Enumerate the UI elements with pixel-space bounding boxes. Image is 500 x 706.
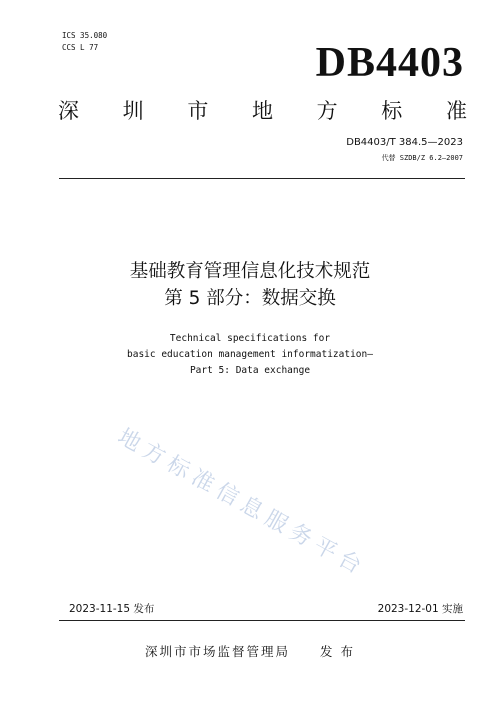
title-en-line1: Technical specifications for [169,333,331,344]
org-char: 市 [187,99,209,123]
title-en-line2: basic education management informatization— [127,349,373,360]
org-char: 方 [316,99,338,123]
bottom-divider [59,620,465,621]
ccs-code: CCS L 77 [62,43,99,52]
issuing-org-banner [58,99,467,123]
org-char: 圳 [122,99,144,123]
issue-date: 2023-11-15 发布 [69,603,155,615]
standard-number: DB4403/T 384.5—2023 [346,137,463,148]
org-char: 准 [445,99,467,123]
title-cn-line2: 第 5 部分：数据交换 [164,288,336,309]
org-char: 深 [58,99,79,123]
standard-logo: DB4403 [315,40,464,86]
top-divider [59,178,465,179]
issuer-name: 深圳市市场监督管理局 [145,644,291,659]
watermark-text: 地方标准信息服务平台 [113,424,371,582]
replaces-note: 代替 SZDB/Z 6.2—2007 [381,154,463,162]
issuer-line [0,642,500,660]
title-en-line3: Part 5: Data exchange [189,365,311,376]
publish-label: 发 布 [320,644,355,659]
classification-codes [62,30,107,54]
org-char: 标 [381,99,403,123]
title-cn-line1: 基础教育管理信息化技术规范 [129,261,371,282]
org-char: 地 [251,99,273,123]
ics-code: ICS 35.080 [62,31,108,40]
implementation-date: 2023-12-01 实施 [377,603,463,615]
